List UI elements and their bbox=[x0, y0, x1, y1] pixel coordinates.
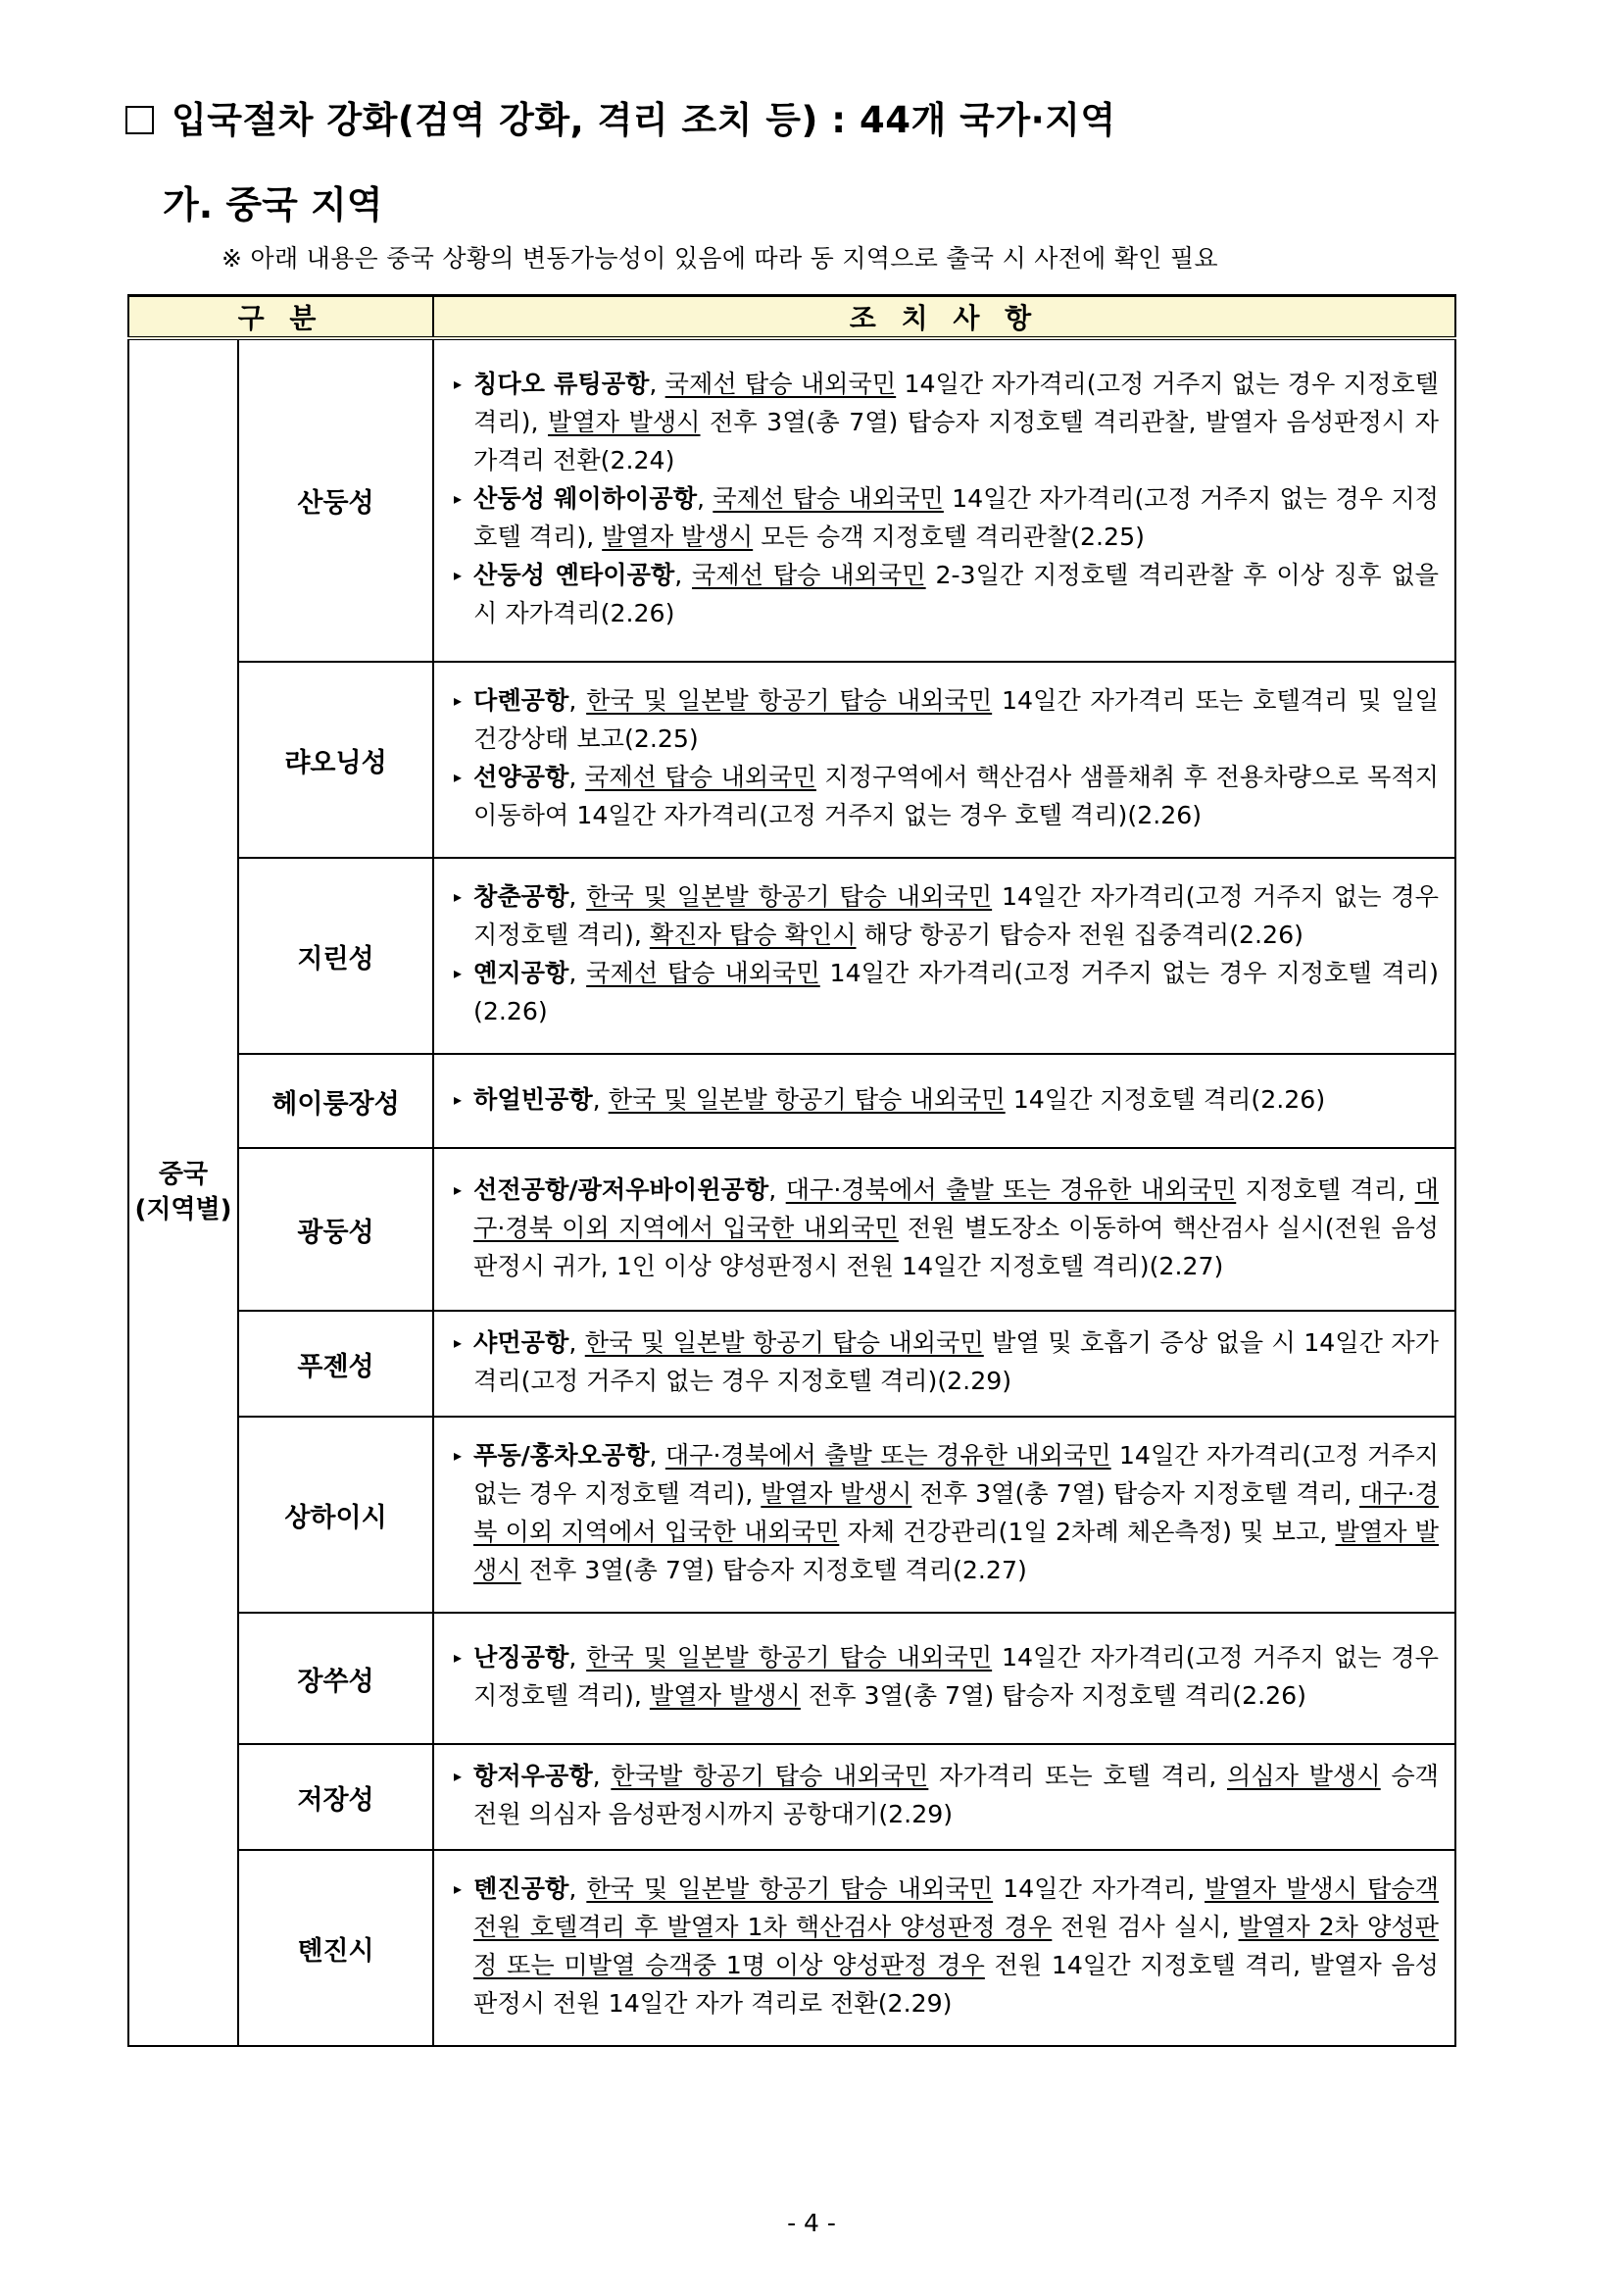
measures-cell bbox=[433, 1311, 1455, 1417]
region-cell: 톈진시 bbox=[238, 1850, 433, 2046]
airport-name: 산둥성 웨이하이공항 bbox=[473, 484, 698, 513]
region-cell: 산둥성 bbox=[238, 338, 433, 662]
measure-text: 14일간 지정호텔 격리(2.26) bbox=[1005, 1084, 1326, 1114]
measure-text: , bbox=[592, 1084, 609, 1114]
airport-name: 항저우공항 bbox=[473, 1762, 593, 1790]
measure-text: 14일간 자가격리(고정 거주지 없는 경우 지정호텔 격리), bbox=[473, 484, 1440, 551]
bullet-icon: ▸ bbox=[454, 887, 463, 906]
region-cell: 광둥성 bbox=[238, 1148, 433, 1311]
measure-text: 전후 3열(총 7열) 탑승자 지정호텔 격리, bbox=[911, 1479, 1359, 1508]
emphasized-text: 국제선 탑승 내외국민 bbox=[692, 561, 926, 589]
airport-name: 옌지공항 bbox=[473, 959, 569, 987]
emphasized-text: 대구·경북 이외 지역에서 입국한 내외국민 bbox=[473, 1479, 1439, 1546]
measure-text: 승객 전원 의심자 음성판정시까지 공항대기(2.29) bbox=[473, 1762, 1440, 1828]
bullet-icon: ▸ bbox=[454, 1446, 463, 1465]
measure-text: , bbox=[649, 1441, 665, 1470]
measure-text: , bbox=[568, 1874, 587, 1903]
emphasized-text: 국제선 탑승 내외국민 bbox=[713, 484, 944, 513]
region-cell: 저장성 bbox=[238, 1744, 433, 1850]
region-cell: 장쑤성 bbox=[238, 1613, 433, 1744]
emphasized-text: 발열자 발생시 bbox=[548, 408, 701, 436]
measures-table bbox=[127, 294, 1456, 2047]
table-row bbox=[128, 858, 1455, 1054]
measure-item bbox=[454, 1436, 1439, 1589]
airport-name: 다롄공항 bbox=[473, 686, 569, 715]
measure-text: 14일간 자가격리(고정 거주지 없는 경우 지정호텔 격리), bbox=[473, 1643, 1439, 1710]
region-cell: 랴오닝성 bbox=[238, 662, 433, 858]
measure-item bbox=[454, 1757, 1439, 1833]
bullet-icon: ▸ bbox=[454, 1879, 463, 1898]
section-title: 가. 중국 지역 bbox=[163, 183, 383, 226]
airport-name: 푸동/홍차오공항 bbox=[473, 1441, 650, 1470]
emphasized-text: 한국 및 일본발 항공기 탑승 내외국민 bbox=[584, 1328, 984, 1357]
table-body bbox=[128, 338, 1455, 2046]
emphasized-text: 발열자 2차 양성판정 또는 미발열 승객중 1명 이상 양성판정 경우 bbox=[473, 1913, 1439, 1979]
checkbox-square-icon bbox=[125, 106, 154, 134]
emphasized-text: 발열자 발생시 bbox=[473, 1518, 1439, 1584]
measure-text: 전후 3열(총 7열) 탑승자 지정호텔 격리(2.27) bbox=[520, 1556, 1027, 1584]
page-title bbox=[125, 90, 1116, 143]
emphasized-text: 대구·경북 이외 지역에서 입국한 내외국민 bbox=[473, 1174, 1439, 1242]
region-cell: 푸젠성 bbox=[238, 1311, 433, 1417]
measure-text: 전후 3열(총 7열) 탑승자 지정호텔 격리(2.26) bbox=[800, 1681, 1306, 1710]
measure-text: , bbox=[649, 370, 665, 398]
bullet-icon: ▸ bbox=[454, 768, 463, 786]
airport-name: 선양공항 bbox=[473, 763, 569, 791]
emphasized-text: 국제선 탑승 내외국민 bbox=[664, 370, 897, 398]
table-row bbox=[128, 1311, 1455, 1417]
measures-cell bbox=[433, 1850, 1455, 2046]
country-cell bbox=[128, 338, 238, 2046]
measure-text: 전원 검사 실시, bbox=[1052, 1913, 1239, 1941]
measure-text: 14일간 자가격리, bbox=[993, 1874, 1205, 1903]
measure-item bbox=[454, 365, 1439, 479]
emphasized-text: 확진자 탑승 확인시 bbox=[649, 921, 857, 949]
measure-text: , bbox=[568, 959, 587, 987]
measure-text: 해당 항공기 탑승자 전원 집중격리(2.26) bbox=[856, 921, 1303, 949]
emphasized-text: 발열자 발생시 bbox=[649, 1681, 801, 1710]
bullet-icon: ▸ bbox=[454, 1179, 463, 1199]
bullet-icon: ▸ bbox=[454, 964, 463, 982]
emphasized-text: 의심자 발생시 bbox=[1227, 1762, 1381, 1790]
table-row bbox=[128, 662, 1455, 858]
emphasized-text: 한국 및 일본발 항공기 탑승 내외국민 bbox=[586, 1643, 993, 1672]
measure-item bbox=[454, 1080, 1439, 1119]
table-row bbox=[128, 1850, 1455, 2046]
bullet-icon: ▸ bbox=[454, 374, 463, 393]
country-label: 중국 bbox=[158, 1160, 209, 1190]
airport-name: 창춘공항 bbox=[473, 882, 569, 911]
measure-text: 14일간 자가격리(고정 거주지 없는 경우 지정호텔 격리), bbox=[473, 882, 1439, 949]
measure-text: 자체 건강관리(1일 2차례 체온측정) 및 보고, bbox=[839, 1518, 1336, 1546]
table-row bbox=[128, 1054, 1455, 1148]
bullet-icon: ▸ bbox=[454, 1089, 463, 1109]
measure-text: 발열 및 호흡기 증상 없을 시 14일간 자가격리(고정 거주지 없는 경우 지정호텔 격리)(2.29) bbox=[473, 1328, 1440, 1395]
notice-text: ※ 아래 내용은 중국 상황의 변동가능성이 있음에 따라 동 지역으로 출국 시 사전에 확인 필요 bbox=[221, 244, 1218, 273]
measures-cell bbox=[433, 338, 1455, 662]
region-cell: 지린성 bbox=[238, 858, 433, 1054]
bullet-icon: ▸ bbox=[454, 489, 463, 508]
measures-cell bbox=[433, 1744, 1455, 1850]
measure-text: 14일간 자가격리(고정 거주지 없는 경우 지정호텔 격리), bbox=[473, 1441, 1439, 1508]
emphasized-text: 대구·경북에서 출발 또는 경유한 내외국민 bbox=[664, 1441, 1111, 1470]
country-sublabel: (지역별) bbox=[134, 1194, 232, 1224]
measure-item bbox=[454, 877, 1439, 954]
table-header-row bbox=[128, 296, 1455, 339]
column-header-measures: 조 치 사 항 bbox=[433, 296, 1455, 339]
measure-text: , bbox=[568, 763, 585, 791]
measure-text: , bbox=[568, 686, 587, 715]
measures-cell bbox=[433, 858, 1455, 1054]
emphasized-text: 발열자 발생시 탑승객 전원 호텔격리 후 발열자 1차 핵산검사 양성판정 경우 bbox=[473, 1874, 1440, 1941]
measure-text: 자가격리 또는 호텔 격리, bbox=[928, 1762, 1228, 1790]
measures-cell bbox=[433, 1613, 1455, 1744]
emphasized-text: 한국 및 일본발 항공기 탑승 내외국민 bbox=[586, 686, 993, 715]
bullet-icon: ▸ bbox=[454, 1648, 463, 1667]
measure-text: 14일간 자가격리 또는 호텔격리 및 일일 건강상태 보고(2.25) bbox=[473, 686, 1440, 753]
bullet-icon: ▸ bbox=[454, 1767, 463, 1785]
measure-item bbox=[454, 1870, 1439, 2022]
airport-name: 샤먼공항 bbox=[473, 1328, 569, 1357]
measures-cell bbox=[433, 1148, 1455, 1311]
emphasized-text: 국제선 탑승 내외국민 bbox=[586, 959, 820, 987]
airport-name: 칭다오 류팅공항 bbox=[473, 370, 650, 398]
table-row bbox=[128, 1744, 1455, 1850]
measure-text: , bbox=[697, 484, 713, 513]
measure-item bbox=[454, 758, 1439, 834]
emphasized-text: 한국 및 일본발 항공기 탑승 내외국민 bbox=[586, 1874, 994, 1903]
measure-text: , bbox=[768, 1174, 786, 1204]
measure-item bbox=[454, 556, 1439, 632]
measure-text: 14일간 자가격리(고정 거주지 없는 경우 지정호텔 격리)(2.26) bbox=[473, 959, 1440, 1025]
page-number: - 4 - bbox=[787, 2209, 836, 2237]
measure-text: 모든 승객 지정호텔 격리관찰(2.25) bbox=[753, 523, 1145, 551]
emphasized-text: 대구·경북에서 출발 또는 경유한 내외국민 bbox=[785, 1174, 1237, 1204]
measure-text: 2-3일간 지정호텔 격리관찰 후 이상 징후 없을 시 자가격리(2.26) bbox=[473, 561, 1440, 627]
emphasized-text: 한국 및 일본발 항공기 탑승 내외국민 bbox=[586, 882, 993, 911]
region-cell: 헤이룽장성 bbox=[238, 1054, 433, 1148]
measure-item bbox=[454, 954, 1439, 1030]
table-row bbox=[128, 1417, 1455, 1613]
emphasized-text: 발열자 발생시 bbox=[761, 1479, 912, 1508]
measure-item bbox=[454, 479, 1439, 556]
measure-item bbox=[454, 1323, 1439, 1400]
measure-text: 전원 별도장소 이동하여 핵산검사 실시(전원 음성판정시 귀가, 1인 이상 양성판정시 전원 14일간 지정호텔 격리)(2.27) bbox=[473, 1213, 1439, 1280]
emphasized-text: 한국발 항공기 탑승 내외국민 bbox=[611, 1762, 929, 1790]
table-row bbox=[128, 1613, 1455, 1744]
table-row bbox=[128, 1148, 1455, 1311]
page-title-text: 입국절차 강화(검역 강화, 격리 조치 등) : 44개 국가·지역 bbox=[172, 99, 1116, 141]
airport-name: 선전공항/광저우바이윈공항 bbox=[473, 1174, 769, 1204]
measures-cell bbox=[433, 1417, 1455, 1613]
airport-name: 산둥성 옌타이공항 bbox=[473, 561, 675, 589]
measure-text: , bbox=[568, 1643, 587, 1672]
column-header-category: 구 분 bbox=[128, 296, 433, 339]
airport-name: 하얼빈공항 bbox=[473, 1084, 593, 1114]
emphasized-text: 발열자 발생시 bbox=[602, 523, 754, 551]
emphasized-text: 국제선 탑승 내외국민 bbox=[584, 763, 816, 791]
airport-name: 톈진공항 bbox=[473, 1874, 569, 1903]
measure-text: , bbox=[674, 561, 693, 589]
measure-item bbox=[454, 1638, 1439, 1715]
measure-text: , bbox=[592, 1762, 612, 1790]
emphasized-text: 한국 및 일본발 항공기 탑승 내외국민 bbox=[608, 1084, 1006, 1114]
airport-name: 난징공항 bbox=[473, 1643, 569, 1672]
bullet-icon: ▸ bbox=[454, 1333, 463, 1352]
measure-text: , bbox=[568, 1328, 585, 1357]
measure-text: 지정구역에서 핵산검사 샘플채취 후 전용차량으로 목적지 이동하여 14일간 자가격리(고정 거주지 없는 경우 호텔 격리)(2.26) bbox=[473, 763, 1439, 829]
measure-text: 14일간 자가격리(고정 거주지 없는 경우 지정호텔 격리), bbox=[473, 370, 1439, 436]
bullet-icon: ▸ bbox=[454, 691, 463, 710]
measure-text: 전후 3열(총 7열) 탑승자 지정호텔 격리관찰, 발열자 음성판정시 자가격리 전환(2.24) bbox=[473, 408, 1439, 474]
measure-item bbox=[454, 681, 1439, 758]
measure-text: 전원 14일간 지정호텔 격리, 발열자 음성판정시 전원 14일간 자가 격리로 전환(2.29) bbox=[473, 1951, 1440, 2018]
measures-cell bbox=[433, 662, 1455, 858]
measures-cell bbox=[433, 1054, 1455, 1148]
region-cell: 상하이시 bbox=[238, 1417, 433, 1613]
measure-text: , bbox=[568, 882, 587, 911]
measure-text: 지정호텔 격리, bbox=[1236, 1174, 1415, 1204]
bullet-icon: ▸ bbox=[454, 566, 463, 584]
table-row bbox=[128, 338, 1455, 662]
measure-item bbox=[454, 1171, 1439, 1285]
